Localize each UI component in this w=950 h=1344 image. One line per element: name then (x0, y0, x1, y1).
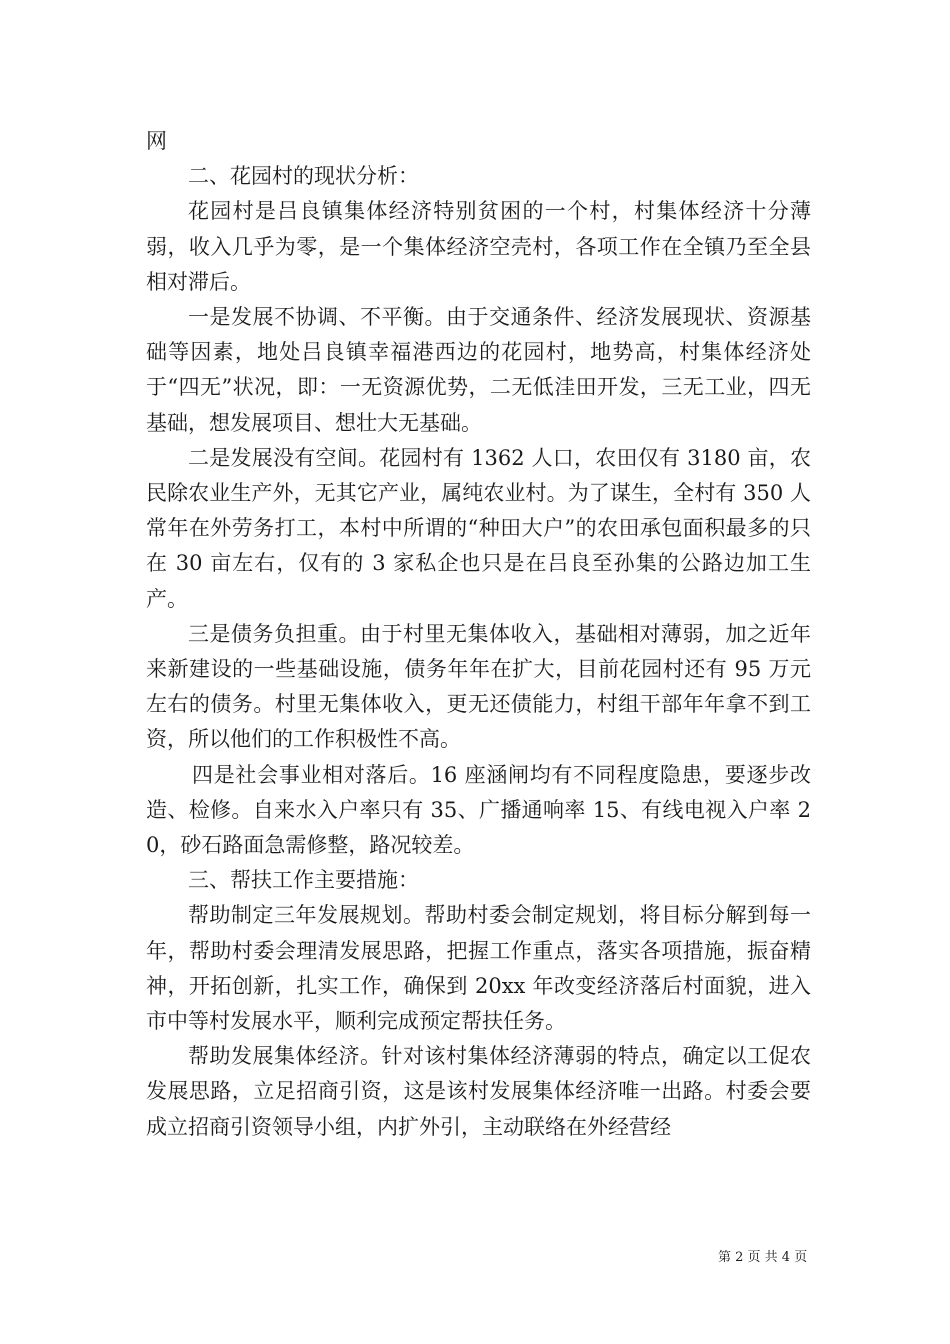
section-heading-2: 二、花园村的现状分析： (188, 164, 419, 189)
section-heading-3: 三、帮扶工作主要措施： (188, 868, 419, 893)
paragraph-village-overview: 花园村是吕良镇集体经济特别贫困的一个村，村集体经济十分薄弱，收入几乎为零，是一个集体经济空壳村，各项工作在全镇乃至全县相对滞后。 (146, 199, 811, 294)
paragraph-measure-economy: 帮助发展集体经济。针对该村集体经济薄弱的特点，确定以工促农发展思路，立足招商引资，这是该村发展集体经济唯一出路。村委会要成立招商引资领导小组，内扩外引，主动联络在外经营经 (146, 1044, 811, 1139)
paragraph-measure-plan: 帮助制定三年发展规划。帮助村委会制定规划，将目标分解到每一年，帮助村委会理清发展思路，把握工作重点，落实各项措施，振奋精神，开拓创新，扎实工作，确保到 20xx 年改变经济落后村面貌，进入市中等村发展水平，顺利完成预定帮扶任务。 (146, 903, 811, 1034)
paragraph-problem-1: 一是发展不协调、不平衡。由于交通条件、经济发展现状、资源基础等因素，地处吕良镇幸福港西边的花园村，地势高，村集体经济处于“四无”状况，即：一无资源优势，二无低洼田开发，三无工业，四无基础，想发展项目、想壮大无基础。 (146, 305, 811, 435)
document-body (146, 124, 811, 1145)
paragraph-problem-2: 二是发展没有空间。花园村有 1362 人口，农田仅有 3180 亩，农民除农业生产外，无其它产业，属纯农业村。为了谋生，全村有 350 人常年在外劳务打工，本村中所谓的“种田大户”的农田承包面积最多的只在 30 亩左右，仅有的 3 家私企也只是在吕良至孙集的公路边加工生产。 (146, 445, 811, 611)
paragraph-continuation: 网 (146, 129, 167, 153)
paragraph-problem-3: 三是债务负担重。由于村里无集体收入，基础相对薄弱，加之近年来新建设的一些基础设施，债务年年在扩大，目前花园村还有 95 万元左右的债务。村里无集体收入，更无还债能力，村组干部年年拿不到工资，所以他们的工作积极性不高。 (146, 621, 811, 752)
page-number-footer: 第 2 页 共 4 页 (718, 1250, 808, 1265)
paragraph-problem-4: 四是社会事业相对落后。16 座涵闸均有不同程度隐患，要逐步改造、检修。自来水入户率只有 35、广播通响率 15、有线电视入户率 20，砂石路面急需修整，路况较差。 (146, 762, 811, 858)
